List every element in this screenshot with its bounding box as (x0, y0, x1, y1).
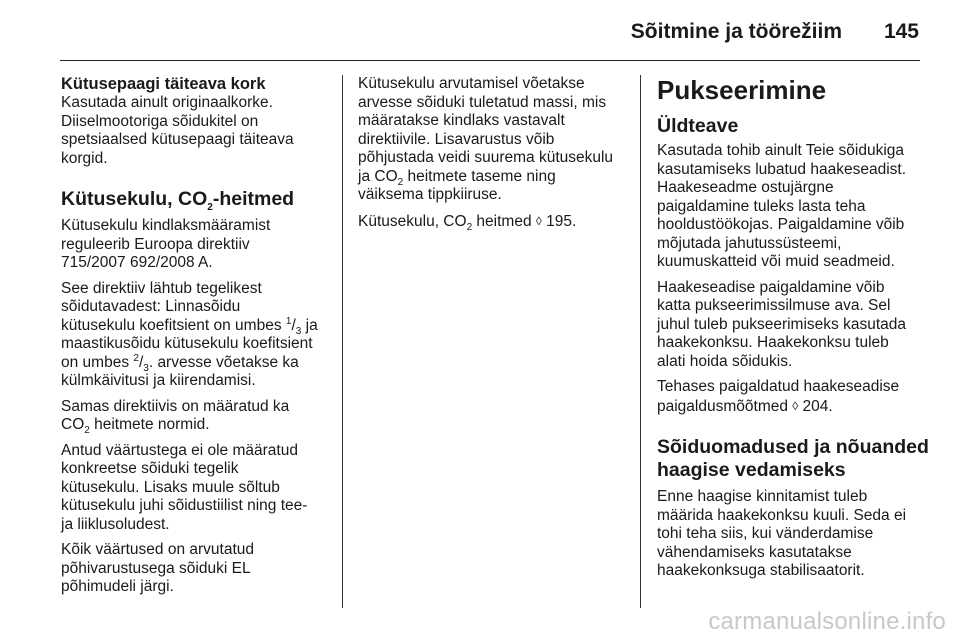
column-divider-1 (342, 75, 343, 608)
paragraph-towing-eye: Haakeseadise paigaldamine võib katta pukseerimissilmuse ava. Sel juhul tuleb pukseerimiseks kasutada haakekonksu. Haakekonksu tuleb alati hoida sõidukis. (657, 278, 906, 370)
page-number: 145 (883, 20, 919, 43)
column-1 (61, 75, 336, 604)
paragraph-towbar-use: Kasutada tohib ainult Teie sõidukiga kasutamiseks lubatud haakeseadist. Haakeseadme ostujärgne paigaldamine tuleks lasta teha hooldustöökojas. Paigaldamine võib mõjutada jahutussüsteemi, kuumuskatteid või muid seadmeid. (657, 142, 907, 270)
cross-reference-204[interactable]: Tehases paigaldatud haakeseadise paigaldusmõõtmed ◊ 204. (657, 378, 900, 415)
column-divider-2 (640, 75, 641, 608)
heading-trailer-driving: Sõiduomadused ja nõuanded haagise vedamiseks (657, 436, 929, 481)
column-3 (657, 75, 927, 588)
paragraph-trailer-hitch: Enne haagise kinnitamist tuleb määrida haakekonksu kuuli. Seda ei tohi teha siis, kui vänderdamise vähendamiseks kasutatakse haakekonksuga stabilisaatorit. (657, 488, 907, 579)
page-reference-icon: ◊ (792, 398, 799, 413)
header-title: Sõitmine ja töörežiim (630, 20, 842, 43)
heading-fuel-consumption: Kütusekulu, $CO_2$-heitmed (61, 188, 295, 213)
heading-fuel-cap: Kütusepaagi täiteava kork (61, 75, 266, 93)
paragraph-values-basis: Kõik väärtused on arvutatud põhivarustusega sõiduki EL põhimudeli järgi. (61, 541, 255, 595)
paragraph-driving-habits: See direktiiv lähtub tegelikest sõidutavadest: Linnasõidu kütusekulu koefitsient on umbes $^1/_3$ ja maastikusõidu kütusekulu koefitsient on umbes $^2/_3$. arvesse võetakse ka külmkäivitusi ja kiirendamisi. (61, 279, 318, 389)
heading-towing: Pukseerimine (657, 75, 827, 105)
cross-reference-195[interactable]: Kütusekulu, $CO_2$ heitmed ◊ 195. (358, 212, 577, 233)
paragraph-mass-calculation: Kütusekulu arvutamisel võetakse arvesse sõiduki tuletatud massi, mis määratakse kindlaks vastavalt direktiivile. Lisavarustus võib põhjustada veidi suurema kütusekulu ja $CO_2$ heitmete taseme ning väiksema tippkiiruse. (358, 75, 614, 203)
watermark: carmanualsonline.info (708, 608, 946, 635)
paragraph-fuel-cap: Kasutada ainult originaalkorke. Diiselmootoriga sõidukitel on spetsiaalsed kütusepaagi täiteava korgid. (61, 94, 294, 167)
paragraph-actual-consumption: Antud väärtustega ei ole määratud konkreetse sõiduki tegelik kütusekulu. Lisaks muule sõltub kütusekulu juhi sõidustiilist ning tee- ja liiklusoludest. (61, 441, 308, 533)
header-rule (60, 60, 920, 61)
page-header (0, 0, 960, 62)
paragraph-co2-norms: Samas direktiivis on määratud ka $CO_2$ heitmete normid. (61, 397, 290, 437)
paragraph-directive: Kütusekulu kindlaksmääramist reguleerib Euroopa direktiiv 715/2007 692/2008 A. (61, 217, 271, 271)
heading-general-info: Üldteave (657, 115, 739, 137)
column-2 (358, 75, 628, 238)
page-reference-icon: ◊ (535, 213, 542, 228)
